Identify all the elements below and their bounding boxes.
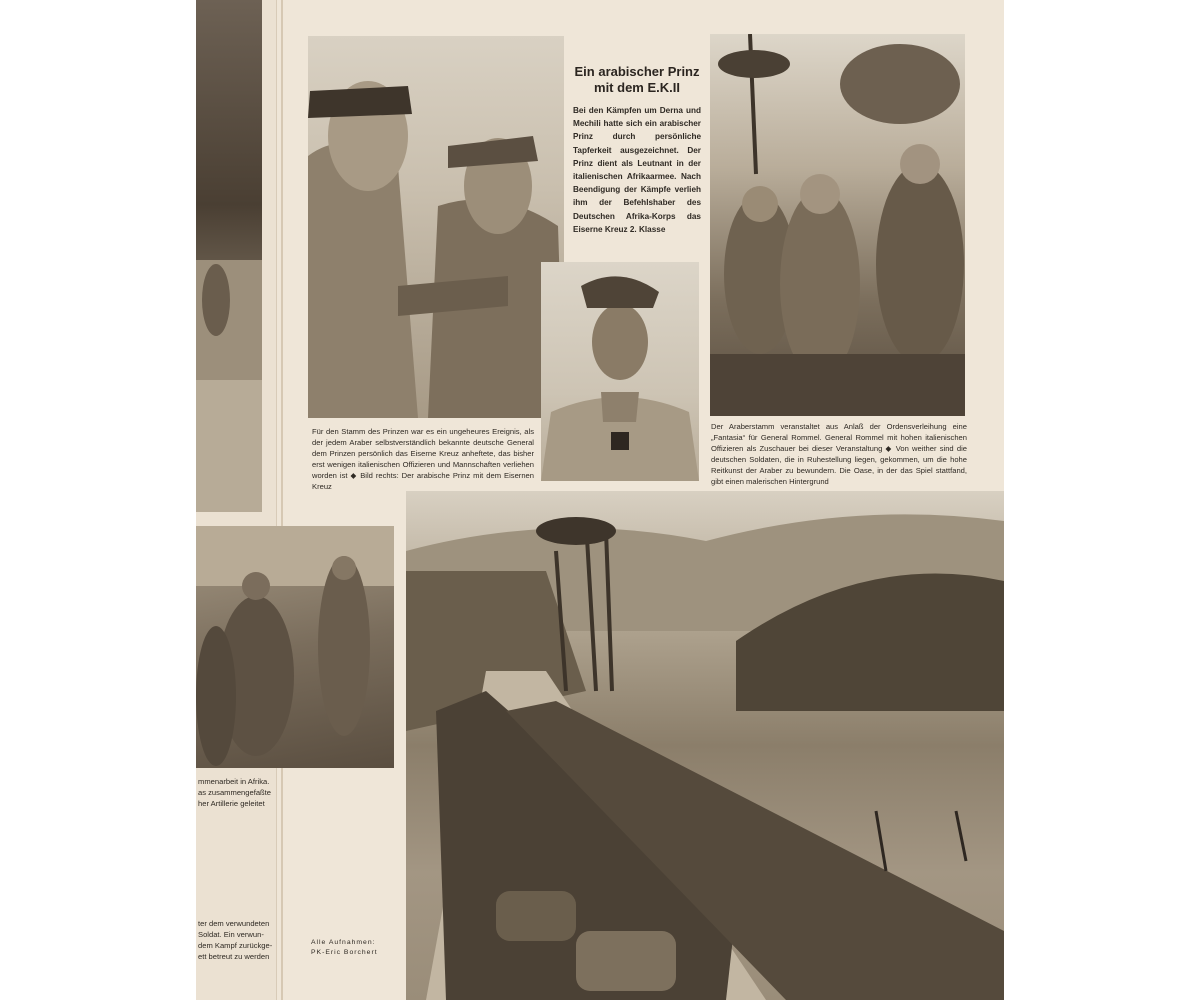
article-headline	[566, 64, 708, 96]
photo-medal-ceremony	[308, 36, 564, 418]
photo-oasis-fantasia	[406, 491, 1004, 1000]
headline-line-2: mit dem E.K.II	[594, 80, 680, 95]
caption-medal-ceremony: Für den Stamm des Prinzen war es ein ungeheures Ereignis, als der jedem Araber selbstverständlich bekannte deutsche General dem Prinzen persönlich das Eiserne Kreuz anheftete, das bisher erst wenigen italienischen Offizieren und Mannschaften verliehen worden ist ◆ Bild rechts: Der arabische Prinz mit dem Eisernen Kreuz	[312, 427, 534, 491]
left-strip-photo-soldiers	[196, 526, 394, 768]
fragment-line: mmenarbeit in Afrika.	[198, 777, 270, 786]
caption-fantasia: Der Araberstamm veranstaltet aus Anlaß der Ordensverleihung eine „Fantasia“ für General Rommel. General Rommel mit hohen italienischen Offizieren als Zuschauer bei dieser Veranstaltung ◆ Von weither sind die deutschen Soldaten, die in Ruhestellung liegen, gekommen, um die hohe Reitkunst der Araber zu bewundern. Die Oase, in der das Spiel stattfand, gibt einen malerischen Hintergrund	[711, 422, 967, 486]
photo-prince-portrait	[541, 262, 699, 481]
fragment-line: her Artillerie geleitet	[198, 799, 265, 808]
left-page-fragment-mid	[198, 776, 282, 809]
credit-line-1: Alle Aufnahmen:	[311, 939, 376, 946]
headline-line-1: Ein arabischer Prinz	[574, 64, 700, 79]
article-intro: Bei den Kämpfen um Derna und Mechili hatte sich ein arabischer Prinz durch persönliche Tapferkeit ausgezeichnet. Der Prinz dient als Leutnant in der italienischen Afrikaarmee. Nach Beendigung der Kämpfe verlieh ihm der Befehlshaber des Deutschen Afrika-Korps das Eiserne Kreuz 2. Klasse	[573, 106, 701, 234]
fragment-line: ter dem verwundeten	[198, 919, 270, 928]
photo-rommel-officers	[710, 34, 965, 416]
left-page-fragment-bottom	[198, 918, 282, 962]
fragment-line: dem Kampf zurückge-	[198, 941, 273, 950]
credit-line-2: PK-Eric Borchert	[311, 949, 378, 956]
photo-credit	[311, 938, 401, 958]
fragment-line: as zusammengefaßte	[198, 788, 272, 797]
fragment-line: ett betreut zu werden	[198, 952, 270, 961]
fragment-line: Soldat. Ein verwun-	[198, 930, 264, 939]
left-strip-photo-top	[196, 0, 262, 512]
page-fold	[281, 0, 283, 1000]
